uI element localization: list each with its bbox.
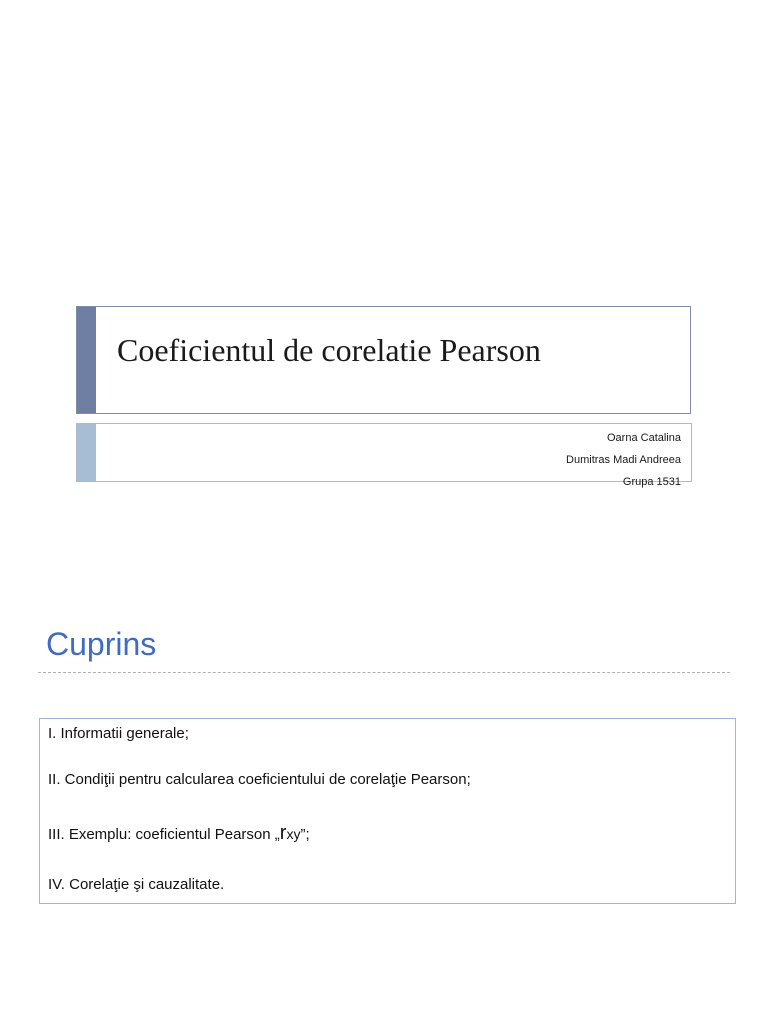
presentation-title: Coeficientul de corelatie Pearson [117, 332, 541, 368]
heading-divider [38, 672, 730, 673]
toc-item-1: I. Informatii generale; [48, 725, 189, 742]
title-box [76, 306, 691, 414]
toc-item-4: IV. Corelaţie şi cauzalitate. [48, 876, 225, 893]
toc-item-3-suffix: ”; [300, 826, 310, 843]
author-line: Oarna Catalina [607, 432, 681, 444]
authors-accent-bar [77, 424, 96, 481]
authors-box [76, 423, 692, 488]
pearson-r-subscript: xy [286, 826, 301, 842]
contents-box [39, 718, 736, 904]
toc-item-3 [48, 822, 310, 845]
contents-slide [0, 512, 768, 1024]
title-accent-bar [77, 307, 96, 413]
toc-item-2: II. Condiţii pentru calcularea coeficientului de corelaţie Pearson; [48, 771, 471, 788]
toc-item-3-prefix: III. Exemplu: coeficientul Pearson „ [48, 826, 280, 843]
authors-list [566, 427, 681, 493]
group-line: Grupa 1531 [622, 476, 681, 488]
contents-heading: Cuprins [46, 626, 157, 662]
pearson-r-symbol: r [279, 822, 287, 844]
author-line: Dumitras Madi Andreea [566, 454, 681, 466]
